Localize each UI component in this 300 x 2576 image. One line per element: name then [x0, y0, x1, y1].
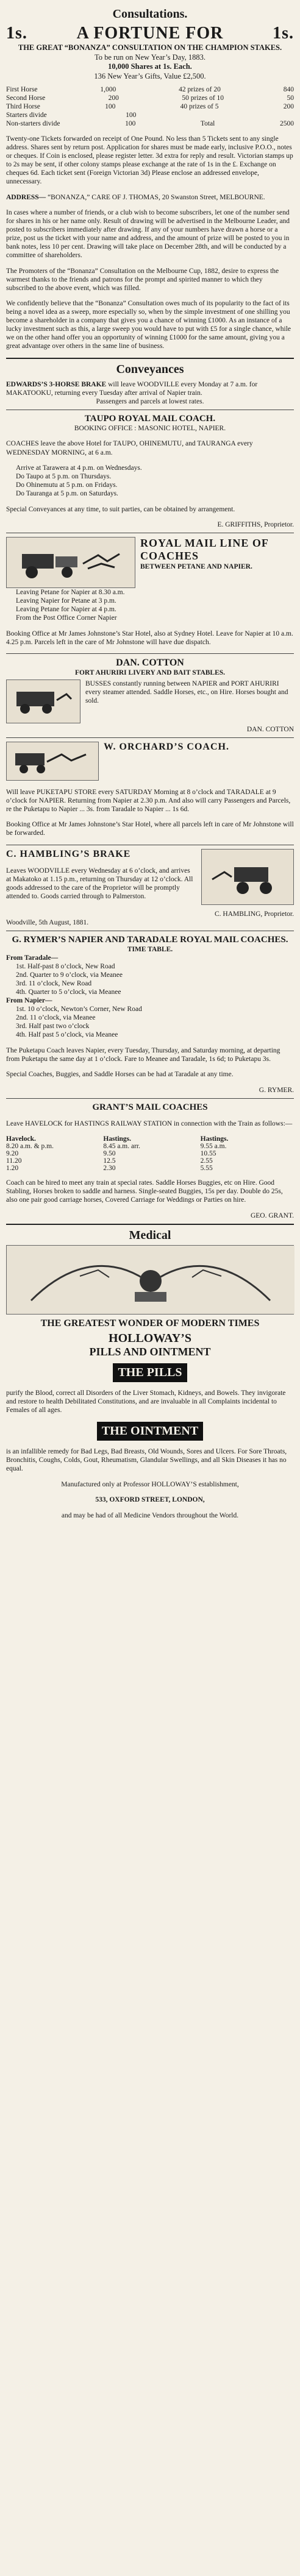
- holloway-brand: HOLLOWAY’S: [109, 1331, 191, 1345]
- gifts-line: 136 New Year’s Gifts, Value £2,500.: [94, 71, 206, 80]
- coach-illustration: [6, 537, 135, 588]
- holloway-illustration: [6, 1245, 294, 1315]
- conveyances-heading: Conveyances: [116, 362, 184, 376]
- prize-table: [6, 85, 294, 128]
- bonanza-subhead: THE GREAT “BONANZA” CONSULTATION ON THE CHAMPION STAKES.: [18, 43, 282, 52]
- address-line: ADDRESS— “BONANZA,” CARE OF J. THOMAS, 20 Swanston Street, MELBOURNE.: [6, 193, 265, 201]
- rymer-napier-times: 1st. 10 o’clock, Newton’s Corner, New Road 2nd. 11 o’clock, via Meanee 3rd. Half past two o’clock 4th. Half past 5 o’clock, via Meanee: [16, 1006, 142, 1039]
- conveyances-section: [6, 363, 294, 1220]
- divider: [6, 1224, 294, 1225]
- edwards-brake-ad: EDWARDS’S 3-HORSE BRAKE will leave WOODVILLE every Monday at 7 a.m. for MAKATOOKU, returning every Tuesday after arrival of Napier train. Passengers and parcels at lowest rates.: [6, 380, 258, 405]
- bonanza-subline: To be run on New Year’s Day, 1883.: [94, 52, 206, 62]
- prize-row: Third Horse 100 40 prizes of 5 200: [6, 102, 294, 110]
- prize-row: First Horse 1,000 42 prizes of 20 840: [6, 85, 294, 93]
- headline-main: A FORTUNE FOR: [76, 24, 224, 43]
- taupo-coach-ad: TAUPO ROYAL MAIL COACH. BOOKING OFFICE : MASONIC HOTEL, NAPIER. COACHES leave the above Hotel for TAUPO, OHINEMUTU, and TAURANGA every WEDNESDAY MORNING, at 6 a.m. Arrive at Tarawera at 4 p.m. on Wednesdays. Do Taupo at 5 p.m. on Thursdays. Do Ohinemutu at 5 p.m. on Fridays. Do Tauranga at 5 p.m. on Saturdays. Special Conveyances at any time, to suit parties, can be obtained by arrangement. E. GRIFFITHS, Proprietor.: [6, 413, 294, 529]
- pills-body: purify the Blood, correct all Disorders of the Liver Stomach, Kidneys, and Bowels. They invigorate and restore to health Debilitated Constitutions, and are invaluable in all Complaints incidental to Females of all ages.: [6, 1389, 286, 1414]
- taupo-times: Arrive at Tarawera at 4 p.m. on Wednesdays. Do Taupo at 5 p.m. on Thursdays. Do Ohinemutu at 5 p.m. on Fridays. Do Tauranga at 5 p.m. on Saturdays.: [16, 464, 142, 498]
- coach-horse-illustration: [6, 742, 99, 781]
- medical-section: [6, 1229, 294, 1520]
- ointment-body: is an infallible remedy for Bad Legs, Bad Breasts, Old Wounds, Sores and Ulcers. For Sore Throats, Bronchitis, Coughs, Colds, Gout, Rheumatism, Glandular Swellings, and all Skin Diseases it has no equal.: [6, 1448, 287, 1473]
- fortune-headline: [6, 24, 294, 43]
- consultations-section: [6, 7, 294, 350]
- divider: [6, 358, 294, 359]
- consultation-body3: The Promoters of the “Bonanza” Consultation on the Melbourne Cup, 1882, desire to express the warmest thanks to the friends and patrons for the prompt and spirited manner to which they subscribed to the above event, which was filled.: [6, 267, 279, 292]
- headline-left: 1s.: [6, 24, 27, 43]
- consultation-body2: In cases where a number of friends, or a club wish to become subscribers, let one of the number send for shares in his or her name only. Result of drawing will be advertised in the Melbourne Leader, and posted to subscribers immediately after drawing. If any of your numbers have drawn a horse or a prize, post us the ticket with your name and address, and the amount of prize will be posted to you in bank notes, less 10 per cent. Drawing will take place on December 28th, and will be conducted by a committee of shareholders.: [6, 209, 290, 260]
- grant-row: 8.20 a.m. & p.m. 8.45 a.m. arr. 9.55 a.m.: [6, 1142, 227, 1150]
- consultations-heading: Consultations.: [112, 7, 188, 21]
- dan-cotton-ad: DAN. COTTON FORT AHURIRI LIVERY AND BAIT STABLES. BUSSES constantly running between NAPIER and PORT AHURIRI every steamer attended. Saddle Horses, etc., on Hire. Horses bought and sold. DAN. COTTON: [6, 658, 294, 734]
- consultation-body: Twenty-one Tickets forwarded on receipt of One Pound. No less than 5 Tickets sent to any single address. Shares sent by return post. Application for shares must be made early, inclusive P.O.O., notes or cheques. If Coin is enclosed, please register letter. 3d extra for reply and result. Victorian stamps up to 2s may be sent, if other colony stamps please exchange at the rate of 1s in the £. Exchange on cheques 6d. Each ticket sent (Foreign Victorian 3d) Please enclose an addressed envelope, unnecessary.: [6, 135, 293, 186]
- holloway-maker: Manufactured only at Professor HOLLOWAY’S establishment,: [61, 1480, 239, 1488]
- grant-row: 11.20 12.5 2.55: [6, 1157, 213, 1165]
- petane-coach-ad: ROYAL MAIL LINE OF COACHES BETWEEN PETANE AND NAPIER. Leaving Petane for Napier at 8.30 a.m. Leaving Napier for Petane at 3 p.m. Leaving Petane for Napier at 4 p.m. From the Post Office Corner Napier Booking Office at Mr James Johnstone’s Star Hotel, also at Sydney Hotel. Leave for Napier at 10 a.m. 4.25 p.m. Parcels left in the care of Mr Johnstone will have due dispatch.: [6, 537, 293, 646]
- shares-line: 10,000 Shares at 1s. Each.: [108, 62, 192, 71]
- pills-banner: THE PILLS: [113, 1363, 187, 1382]
- prize-row: Starters divide 100: [6, 111, 137, 119]
- grant-row: 9.20 9.50 10.55: [6, 1149, 216, 1157]
- rymer-taradale-times: 1st. Half-past 8 o’clock, New Road 2nd. Quarter to 9 o’clock, via Meanee 3rd. 11 o’clock, New Road 4th. Quarter to 5 o’clock, via Meanee: [16, 962, 123, 996]
- grant-row: 1.20 2.30 5.55: [6, 1164, 213, 1172]
- holloway-address: 533, OXFORD STREET, LONDON,: [95, 1496, 205, 1504]
- brake-illustration: [201, 849, 294, 905]
- holloway-note: and may be had of all Medicine Vendors throughout the World.: [61, 1511, 239, 1519]
- pills-banner-wrap: [6, 1363, 294, 1382]
- grant-coaches-ad: GRANT’S MAIL COACHES Leave HAVELOCK for HASTINGS RAILWAY STATION in connection with the Train as follows:— Havelock. Hastings. Hastings. 8.20 a.m. & p.m. 8.45 a.m. arr. 9.55 a.m. 9.20 9.50 10.55 11.20 12.5 2.55 1.20 2.30 5.55 Coach can be hired to meet any train at special rates. Saddle Horses Buggies, etc on Hire. Good Stabling, Horses broken to saddle and harness. Single-seated Buggies, 15s per day. Double do 25s, also one pair good carriage horses, Covered Carriage for Weddings or Parties on hire. GEO. GRANT.: [6, 1102, 294, 1219]
- orchard-coach-ad: W. ORCHARD’S COACH. Will leave PUKETAPU STORE every SATURDAY Morning at 8 o’clock and TARADALE at 9 o’clock for NAPIER. Returning from Napier at 2.30 p.m. And also will carry Passengers and Parcels, re the Puketapu to Napier ... 3s. from Taradale to Napier ... 1s 6d. Booking Office at Mr James Johnstone’s Star Hotel, where all parcels left in care of Mr Johnstone will be forwarded.: [6, 742, 294, 837]
- rymer-coaches-ad: G. RYMER’S NAPIER AND TARADALE ROYAL MAIL COACHES. TIME TABLE. From Taradale— 1st. Half-past 8 o’clock, New Road 2nd. Quarter to 9 o’clock, via Meanee 3rd. 11 o’clock, New Road 4th. Quarter to 5 o’clock, via Meanee From Napier— 1st. 10 o’clock, Newton’s Corner, New Road 2nd. 11 o’clock, via Meanee 3rd. Half past two o’clock 4th. Half past 5 o’clock, via Meanee The Puketapu Coach leaves Napier, every Tuesday, Thursday, and Saturday morning, at departing from Puketapu the same day at 1 o’clock. Fare to Meanee and Taradale, 1s 6d; to Puketapu 3s. Special Coaches, Buggies, and Saddle Horses can be had at Taradale at any time. G. RYMER.: [6, 934, 294, 1094]
- medical-heading: Medical: [129, 1228, 171, 1242]
- grant-header-row: Havelock. Hastings. Hastings.: [6, 1135, 229, 1143]
- ointment-banner-wrap: [6, 1422, 294, 1441]
- ointment-banner: THE OINTMENT: [97, 1422, 203, 1441]
- hambling-brake-ad: C. HAMBLING’S BRAKE Leaves WOODVILLE every Wednesday at 6 o’clock, and arrives at Makatoko at 1.15 p.m., returning on Thursday at 12 o’clock. All goods addressed to the care of the Proprietor will be promptly attended to. Goods carried through to Palmerston. C. HAMBLING, Proprietor. Woodville, 5th August, 1881.: [6, 848, 294, 926]
- bus-illustration: [6, 679, 80, 723]
- holloway-brand-sub: PILLS AND OINTMENT: [89, 1345, 211, 1358]
- prize-row: Second Horse 200 50 prizes of 10 50: [6, 94, 294, 102]
- prize-row: Non-starters divide 100 Total 2500: [6, 119, 294, 127]
- headline-right: 1s.: [273, 24, 294, 43]
- petane-times: Leaving Petane for Napier at 8.30 a.m. Leaving Napier for Petane at 3 p.m. Leaving Petane for Napier at 4 p.m. From the Post Office Corner Napier: [16, 589, 125, 622]
- medical-headline: THE GREATEST WONDER OF MODERN TIMES: [40, 1318, 260, 1329]
- consultation-body4: We confidently believe that the “Bonanza” Consultation owes much of its popularity to the fact of its being a novel idea as a sweep, more especially so, when by the simple investment of one shilling you become a shareholder in a company that gives you a chance of winning £1000. As an instance of a lucky investment such as this, a large sweep you would have to put with £5 for a single chance, while we on the other hand offer you an opportunity of winning £1000 for the same amount, giving you a great advantage over others in the same line of business.: [6, 300, 291, 350]
